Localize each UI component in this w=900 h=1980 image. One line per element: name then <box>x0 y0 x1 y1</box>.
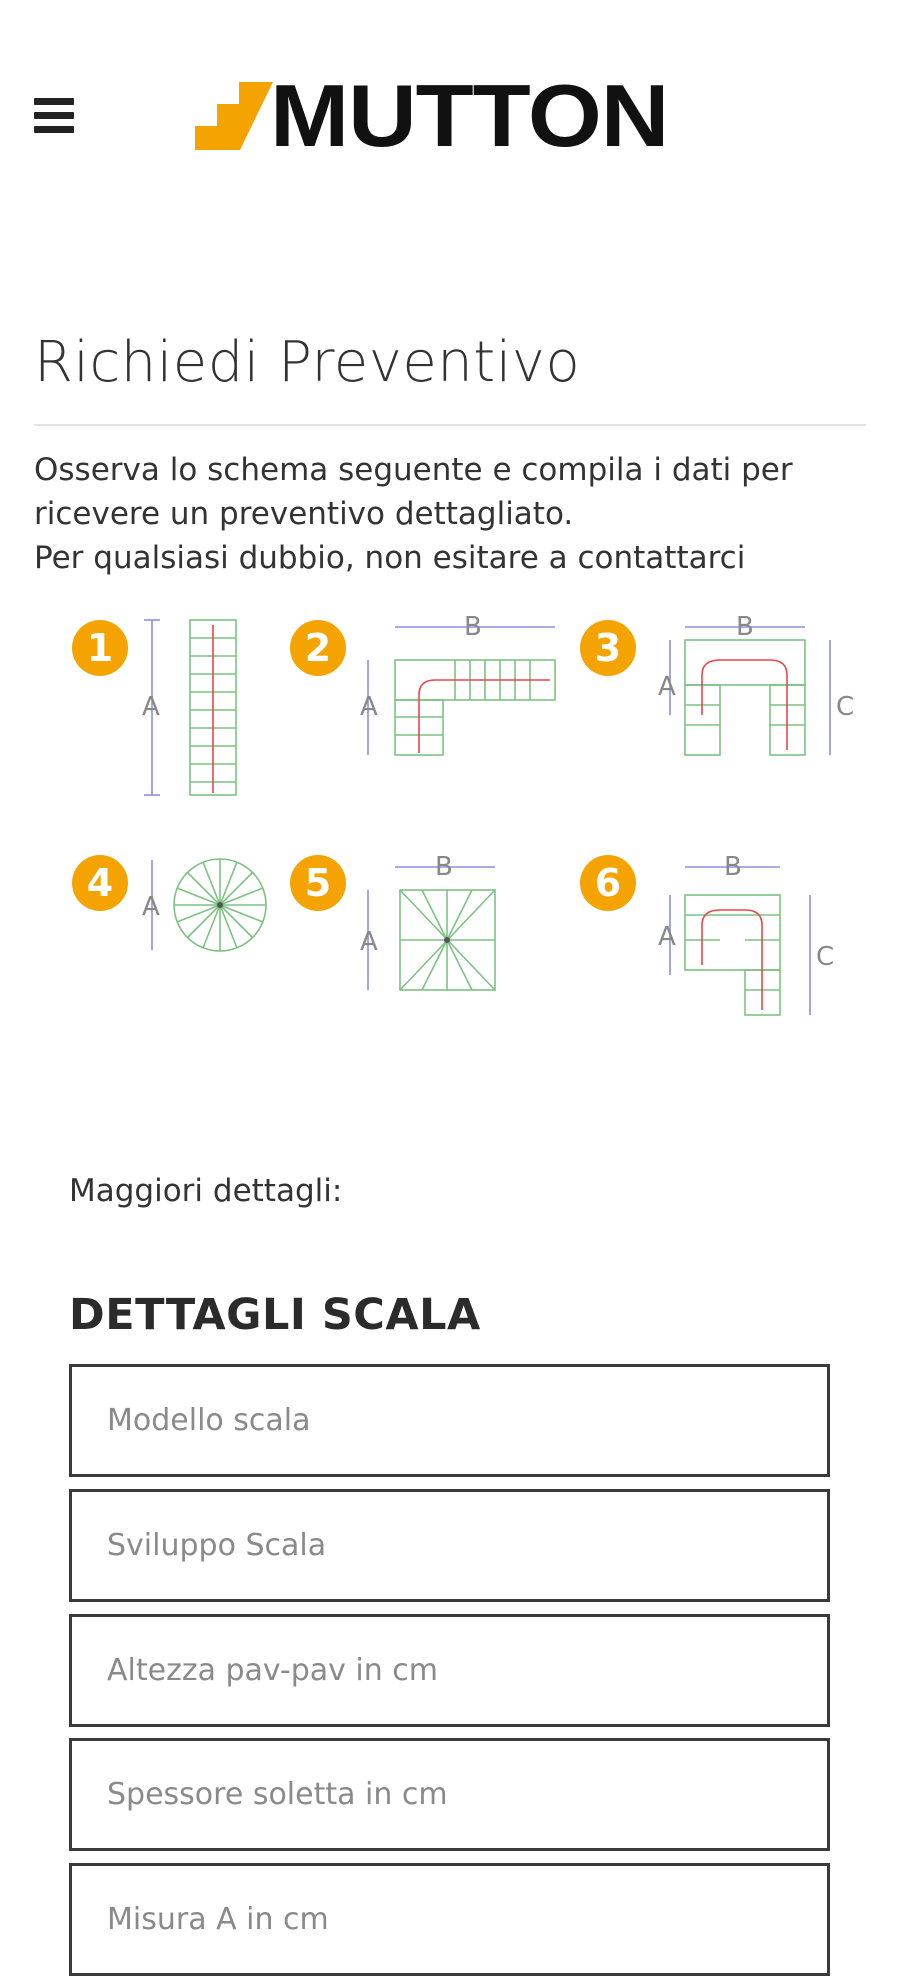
stair-type-badge-6: 6 <box>580 855 636 911</box>
dimension-label-a: A <box>360 692 378 722</box>
dimension-label-a: A <box>658 672 676 702</box>
dimension-label-c: C <box>836 692 855 722</box>
stair-model-input[interactable] <box>72 1367 827 1474</box>
square-spiral-stair-drawing <box>360 852 495 990</box>
floor-height-input[interactable] <box>72 1617 827 1724</box>
dimension-label-a: A <box>142 692 160 722</box>
logo-stairs-icon <box>195 80 275 150</box>
stair-type-badge-5: 5 <box>290 855 346 911</box>
intro-line: Per qualsiasi dubbio, non esitare a contattarci <box>34 540 746 576</box>
spiral-stair-drawing <box>142 859 266 951</box>
site-logo[interactable] <box>195 66 715 165</box>
stair-development-field[interactable] <box>69 1489 830 1602</box>
dimension-label-b: B <box>435 852 453 882</box>
stair-type-badge-2: 2 <box>290 620 346 676</box>
stair-type-badge-4: 4 <box>72 855 128 911</box>
logo-wordmark: MUTTON <box>270 66 669 165</box>
slab-thickness-input[interactable] <box>72 1741 827 1848</box>
stair-type-badge-1: 1 <box>72 620 128 676</box>
l-shaped-stair-drawing <box>360 612 555 755</box>
dimension-label-b: B <box>736 612 754 642</box>
hamburger-menu-icon[interactable] <box>34 98 74 132</box>
dimension-label-b: B <box>724 852 742 882</box>
measure-a-input[interactable] <box>72 1866 827 1973</box>
page-title: Richiedi Preventivo <box>34 330 581 395</box>
winder-stair-drawing <box>658 852 834 1015</box>
straight-stair-drawing <box>142 620 236 795</box>
stair-model-field[interactable] <box>69 1364 830 1477</box>
dimension-label-c: C <box>816 942 835 972</box>
stair-schematics <box>60 605 860 1045</box>
measure-a-field[interactable] <box>69 1863 830 1976</box>
u-shaped-stair-drawing <box>658 612 854 755</box>
floor-height-field[interactable] <box>69 1614 830 1727</box>
intro-text <box>34 448 874 580</box>
site-header <box>0 0 900 235</box>
stair-type-badge-3: 3 <box>580 620 636 676</box>
stair-types-diagram <box>60 605 860 1045</box>
more-details-label: Maggiori dettagli: <box>69 1173 343 1209</box>
dimension-label-a: A <box>658 922 676 952</box>
dimension-label-a: A <box>360 927 378 957</box>
section-title: DETTAGLI SCALA <box>69 1290 481 1340</box>
dimension-label-b: B <box>464 612 482 642</box>
intro-line: ricevere un preventivo dettagliato. <box>34 496 574 532</box>
title-divider <box>34 424 866 426</box>
dimension-label-a: A <box>142 892 160 922</box>
stair-development-input[interactable] <box>72 1492 827 1599</box>
slab-thickness-field[interactable] <box>69 1738 830 1851</box>
intro-line: Osserva lo schema seguente e compila i dati per <box>34 452 793 488</box>
